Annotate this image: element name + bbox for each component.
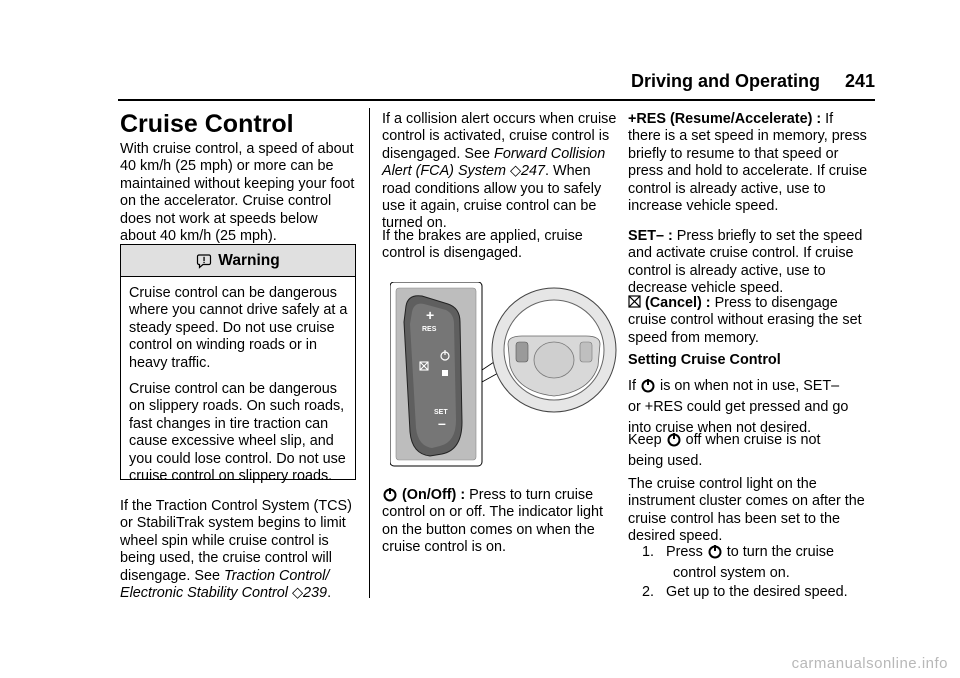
- onoff-text: Press to turn cruise control on or off. The indicator light on the button comes on when the cruise control is on.: [382, 487, 604, 556]
- cruise-onoff-icon: [707, 543, 723, 559]
- cruise-onoff-icon: [640, 377, 656, 393]
- figure-minus-label: –: [438, 415, 446, 431]
- collision-paragraph: [382, 111, 618, 233]
- figure-plus-label: +: [426, 307, 435, 323]
- traction-reference-link[interactable]: Traction Control/ Electronic Stability Control: [120, 567, 330, 602]
- cruise-onoff-icon: [382, 486, 398, 502]
- step-1: [628, 542, 868, 584]
- warning-header: [121, 245, 355, 277]
- collision-text-end: . When road conditions allow you to safely use it again, cruise control can be turned on.: [382, 163, 602, 232]
- if-post: is on when not in use, SET–: [660, 378, 840, 394]
- watermark: carmanualsonline.info: [791, 655, 948, 672]
- keep-post: off when cruise is not: [685, 432, 821, 448]
- set-paragraph: [628, 228, 868, 298]
- cancel-paragraph: [628, 295, 868, 347]
- intro-paragraph: With cruise control, a speed of about 40 km/h (25 mph) or more can be maintained without keeping your foot on the accelerator. Cruise control does not work at speeds below about 40 km/h (25 mph).: [120, 141, 355, 245]
- header-divider: [118, 99, 875, 101]
- cruise-onoff-icon: [666, 431, 682, 447]
- onoff-paragraph: [382, 486, 618, 557]
- figure-set-label: SET: [434, 409, 448, 416]
- steering-wheel: [492, 288, 616, 412]
- warning-body: [129, 285, 351, 494]
- res-label: +RES (Resume/Accelerate) :: [628, 111, 822, 127]
- traction-text: If the Traction Control System (TCS) or StabiliTrak system begins to limit wheel spin while cruise control is being used, the cruise control will disengage. See: [120, 498, 352, 584]
- page-heading: Cruise Control: [120, 110, 294, 138]
- brakes-paragraph: If the brakes are applied, cruise control is disengaged.: [382, 228, 583, 262]
- traction-page-ref[interactable]: 239: [303, 585, 328, 602]
- cancel-label: (Cancel) :: [645, 295, 711, 311]
- step-1-pre: Press: [666, 544, 703, 560]
- cancel-text: Press to disengage cruise control without erasing the set speed from memory.: [628, 295, 862, 346]
- warning-paragraph-1: Cruise control can be dangerous where you cannot drive safely at a steady speed. Do not use cruise control on winding roads or in heavy traffic.: [129, 285, 348, 371]
- page-ref-icon: ◇: [509, 163, 522, 180]
- cancel-icon: [628, 295, 641, 308]
- fca-page-ref[interactable]: 247: [521, 163, 546, 180]
- keep-paragraph: [628, 430, 868, 472]
- res-paragraph: [628, 111, 868, 215]
- keep-pre: Keep: [628, 432, 662, 448]
- figure-indicator: [442, 370, 448, 376]
- step-2-text: Get up to the desired speed.: [666, 584, 848, 600]
- section-title: Driving and Operating: [631, 71, 821, 91]
- warning-title: Warning: [218, 251, 280, 269]
- setting-cruise-heading: Setting Cruise Control: [628, 352, 781, 368]
- if-pre: If: [628, 378, 636, 394]
- res-text: If there is a set speed in memory, press briefly to resume to that speed or press and hold to accelerate. If cruise control is already active, use to increase vehicle speed.: [628, 111, 868, 215]
- step-1-number: 1.: [642, 544, 655, 560]
- figure-res-label: RES: [422, 326, 437, 333]
- page-ref-icon: ◇: [291, 585, 304, 602]
- column-divider: [369, 108, 370, 598]
- page-number: 241: [845, 71, 876, 91]
- step-2-number: 2.: [642, 584, 655, 600]
- steering-wheel-illustration: [390, 282, 618, 468]
- set-text: Press briefly to set the speed and activate cruise control. If cruise control is already active, use to decrease vehicle speed.: [628, 228, 863, 297]
- step-2: [628, 584, 868, 601]
- indicator-light-paragraph: The cruise control light on the instrument cluster comes on after the cruise control has been set to the desired speed.: [628, 476, 865, 545]
- traction-end: .: [327, 585, 332, 602]
- if-line2: or +RES could get pressed and go into cruise when not desired.: [628, 399, 849, 436]
- warning-box: [120, 244, 356, 485]
- fca-reference-link[interactable]: Forward Collision Alert (FCA) System: [382, 145, 606, 180]
- onoff-label: (On/Off) :: [402, 487, 466, 503]
- step-1-post: to turn the cruise: [726, 544, 834, 560]
- warning-paragraph-2: Cruise control can be dangerous on slippery roads. On such roads, fast changes in tire traction can cause excessive wheel slip, and you could lose control. Do not use cruise control on slippery roads.: [129, 381, 346, 485]
- step-1-line2: control system on.: [673, 565, 790, 581]
- set-label: SET– :: [628, 228, 673, 244]
- collision-text: If a collision alert occurs when cruise control is activated, cruise control is disengaged. See: [382, 111, 617, 162]
- traction-paragraph: [120, 498, 356, 602]
- warning-icon: [196, 253, 212, 269]
- keep-line2: being used.: [628, 453, 703, 469]
